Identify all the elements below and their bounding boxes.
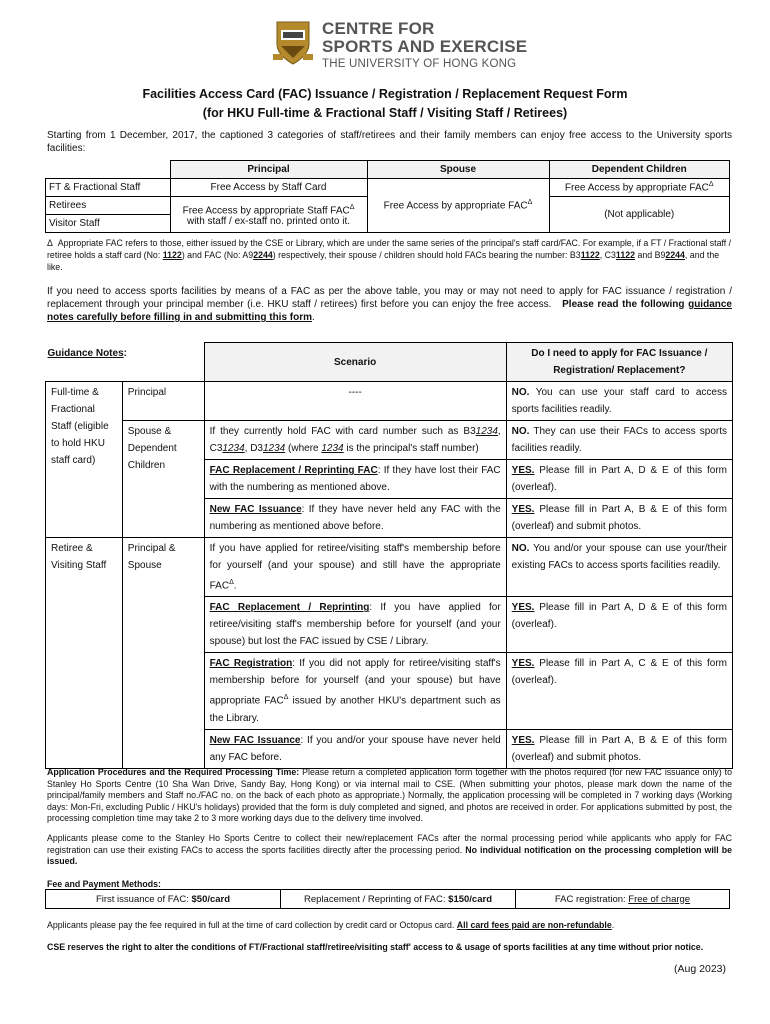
- access-table: [45, 160, 730, 233]
- intro-paragraph: Starting from 1 December, 2017, the captioned 3 categories of staff/retirees and their family members can enjoy free access to the University sports facilities:: [47, 130, 732, 154]
- scenario-row7: FAC Registration: If you did not apply for retiree/visiting staff's membership before for yourself (and your spouse) but have appropriate $FAC^\Delta$ issued by another HKU's department such as the Library.: [204, 653, 506, 729]
- scenario-row4: New FAC Issuance: If they have never held any FAC with the numbering as mentioned above before.: [204, 499, 506, 538]
- scenario-row8: New FAC Issuance: If you and/or your spouse have never held any FAC before.: [204, 729, 506, 768]
- scenario-row3: FAC Replacement / Reprinting FAC: If they have lost their FAC with the numbering as mentioned above.: [204, 460, 506, 499]
- row-retirees: Retirees: [46, 197, 171, 215]
- fac-footnote: Δ Appropriate FAC refers to those, either issued by the CSE or Library, which are under the same series of the principal's staff card/FAC. For example, if a FT / Fractional staff / retiree holds a staff card (No: 1122) and FAC (No: A92244) respectively, their spouse / children should hold FACs bearing the number: B31122, C31122 and B92244, and the like.: [47, 238, 732, 272]
- hku-crest-logo: [273, 18, 313, 66]
- fee-heading: Fee and Payment Methods:: [47, 879, 161, 889]
- form-subtitle: (for HKU Full-time & Fractional Staff / Visiting Staff / Retirees): [202, 106, 568, 120]
- header-apply: Do I need to apply for FAC Issuance / Registration/ Replacement?: [506, 343, 732, 382]
- group-retiree: Retiree & Visiting Staff: [46, 538, 123, 769]
- scenario-row2: If they currently hold FAC with card number such as B31234, C31234, D31234 (where 1234 is the principal's staff number): [204, 421, 506, 460]
- brand-line3: THE UNIVERSITY OF HONG KONG: [322, 57, 517, 70]
- retiree-children-access: (Not applicable): [549, 197, 730, 233]
- fee-replacement: Replacement / Reprinting of FAC: $150/card: [281, 890, 516, 909]
- fee-table: [45, 889, 730, 909]
- retiree-principal-access: Free Access by appropriate Staff $FAC^\Delta$ with staff / ex-staff no. printed onto it.: [170, 197, 367, 233]
- brand-line1: CENTRE FOR: [322, 19, 435, 38]
- row-visitor-staff: Visitor Staff: [46, 215, 171, 233]
- guidance-table: [45, 342, 733, 769]
- answer-row2: NO. They can use their FACs to access sports facilities readily.: [506, 421, 732, 460]
- answer-row6: YES. Please fill in Part A, D & E of this form (overleaf).: [506, 597, 732, 653]
- fee-first-issuance: First issuance of FAC: $50/card: [46, 890, 281, 909]
- fee-registration: FAC registration: Free of charge: [516, 890, 730, 909]
- group-fulltime: Full-time & Fractional Staff (eligible to hold HKU staff card): [46, 382, 123, 538]
- answer-row4: YES. Please fill in Part A, B & E of this form (overleaf) and submit photos.: [506, 499, 732, 538]
- apply-paragraph: If you need to access sports facilities by means of a FAC as per the above table, you may or may not need to apply for FAC issuance / registration / replacement through your principal member (i.e. HKU staff / retirees) first before you can enjoy the free access. Please read the following guidance notes carefully before filling in and submitting this form.: [47, 286, 732, 323]
- revision-date: (Aug 2023): [674, 963, 726, 975]
- answer-row3: YES. Please fill in Part A, D & E of this form (overleaf).: [506, 460, 732, 499]
- spouse-access: Free Access by appropriate $FAC^\Delta$: [367, 179, 549, 233]
- answer-row1: NO. You can use your staff card to access sports facilities readily.: [506, 382, 732, 421]
- ft-children-access: Free Access by appropriate $FAC^\Delta$: [549, 179, 730, 197]
- guidance-label: Guidance Notes:: [47, 347, 127, 359]
- brand-block: [322, 20, 527, 70]
- spouse-dependent-label: Spouse & Dependent Children: [122, 421, 204, 538]
- answer-row7: YES. Please fill in Part A, C & E of this form (overleaf).: [506, 653, 732, 729]
- scenario-row5: If you have applied for retiree/visiting staff's membership before for yourself (and your spouse) and still have the appropriate $FAC^\Delta$.: [204, 538, 506, 597]
- principal-spouse-label: Principal & Spouse: [122, 538, 204, 769]
- header-scenario: Scenario: [204, 343, 506, 382]
- header-principal: Principal: [170, 161, 367, 179]
- procedures-paragraph: Application Procedures and the Required Processing Time: Please return a completed application form together with the photos required (for new FAC issuance only) to Stanley Ho Sports Centre (10 Sha Wan Drive, Sandy Bay, Hong Kong) or via internal mail to CSE. (When submitting your photos, please mark down the name of the principal/family members and Staff no./FAC no. on the back of each photo as appropriate.) Normally, the application processing will be completed in 7 working days (Working days: Mon-Fri, excluding Public / HKU's holidays) provided that the form is duly completed and signed, and photos are received in order. For applications submitted by post, the processing completion time may take 2 to 3 more working days due to the delivery time involved.: [47, 767, 732, 823]
- ft-principal-access: Free Access by Staff Card: [170, 179, 367, 197]
- brand-line2: SPORTS AND EXERCISE: [322, 36, 528, 56]
- reserve-statement: CSE reserves the right to alter the conditions of FT/Fractional staff/retiree/visiting staff' access to & usage of sports facilities at any time without prior notice.: [47, 942, 704, 952]
- scenario-dash: ----: [204, 382, 506, 421]
- row-ft-staff: FT & Fractional Staff: [46, 179, 171, 197]
- form-title: Facilities Access Card (FAC) Issuance / Registration / Replacement Request Form: [142, 87, 628, 101]
- scenario-row6: FAC Replacement / Reprinting: If you have applied for retiree/visiting staff's membership before for yourself (and your spouse) but lost the FAC issued by CSE / Library.: [204, 597, 506, 653]
- answer-row5: NO. You and/or your spouse can use your/their existing FACs to access sports facilities readily.: [506, 538, 732, 597]
- payment-paragraph: Applicants please pay the fee required in full at the time of card collection by credit card or Octopus card. All card fees paid are non-refundable.: [47, 920, 615, 930]
- collection-paragraph: Applicants please come to the Stanley Ho Sports Centre to collect their new/replacement FACs after the normal processing period while applicants who apply for FAC registration can use their existing FACs to access the sports facilities directly after the processing period. No individual notification on the processing completion will be issued.: [47, 833, 733, 866]
- answer-row8: YES. Please fill in Part A, B & E of this form (overleaf) and submit photos.: [506, 729, 732, 768]
- principal-label: Principal: [122, 382, 204, 421]
- header-spouse: Spouse: [367, 161, 549, 179]
- header-children: Dependent Children: [549, 161, 730, 179]
